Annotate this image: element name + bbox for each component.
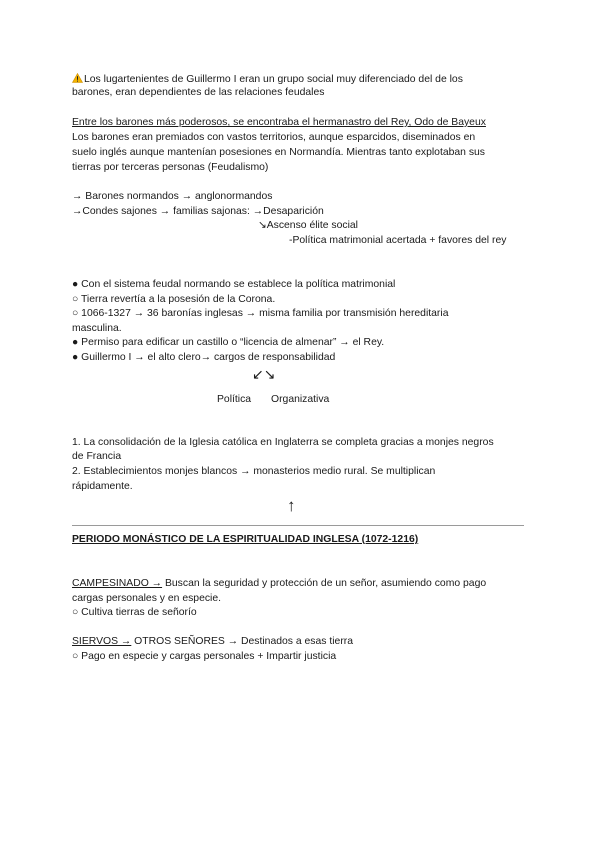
numbered-item: de Francia	[72, 451, 122, 462]
barons-line-1: Los barones eran premiados con vastos territorios, aunque esparcidos, diseminados en	[72, 132, 476, 143]
list-item: ● Permiso para edificar un castillo o “licencia de almenar” → el Rey.	[72, 337, 385, 348]
list-item: ○ 1066-1327 → 36 baronías inglesas → misma familia por transmisión hereditaria	[72, 308, 449, 319]
warning-icon	[72, 73, 83, 83]
flow-line-1: → Barones normandos → anglonormandos	[72, 191, 273, 202]
flow-line-2: →Condes sajones → familias sajonas: →Desaparición	[72, 206, 324, 217]
intro-line-1	[72, 72, 463, 86]
siervos-label: SIERVOS →	[72, 636, 132, 647]
barons-line-3: tierras por terceras personas (Feudalismo)	[72, 162, 269, 173]
barons-heading: Entre los barones más poderosos, se encontraba el hermanastro del Rey, Odo de Bayeux	[72, 117, 486, 128]
branch-right-label: Organizativa	[271, 394, 330, 405]
up-arrow: ↑	[287, 496, 296, 515]
campesinado-line-3: ○ Cultiva tierras de señorío	[72, 607, 197, 618]
siervos-line-1	[72, 635, 353, 648]
numbered-item: 1. La consolidación de la Iglesia católica en Inglaterra se completa gracias a monjes negros	[72, 437, 494, 448]
list-item: ● Con el sistema feudal normando se establece la política matrimonial	[72, 279, 396, 290]
divider	[72, 525, 524, 526]
siervos-text: OTROS SEÑORES → Destinados a esas tierra	[131, 636, 354, 647]
branch-arrows: ↙↘	[252, 366, 276, 382]
campesinado-text: Buscan la seguridad y protección de un señor, asumiendo como pago	[162, 578, 487, 589]
branch-left-label: Política	[217, 394, 252, 405]
numbered-item: 2. Establecimientos monjes blancos → monasterios medio rural. Se multiplican	[72, 466, 436, 477]
flow-line-4: -Política matrimonial acertada + favores del rey	[289, 235, 507, 246]
intro-text-1: Los lugartenientes de Guillermo I eran un grupo social muy diferenciado del de los	[84, 74, 463, 85]
intro-line-2: barones, eran dependientes de las relaciones feudales	[72, 87, 325, 98]
barons-line-2: suelo inglés aunque mantenían posesiones en Normandía. Mientras tanto explotaban sus	[72, 147, 486, 158]
numbered-item: rápidamente.	[72, 481, 133, 492]
campesinado-label: CAMPESINADO →	[72, 578, 163, 589]
campesinado-line-2: cargas personales y en especie.	[72, 593, 222, 604]
flow-line-3: ↘Ascenso élite social	[258, 220, 358, 231]
campesinado-line-1	[72, 577, 486, 590]
section-title: PERIODO MONÁSTICO DE LA ESPIRITUALIDAD INGLESA (1072-1216)	[72, 534, 419, 545]
list-item: masculina.	[72, 323, 122, 334]
list-item: ○ Tierra revertía a la posesión de la Corona.	[72, 294, 276, 305]
siervos-line-2: ○ Pago en especie y cargas personales + Impartir justicia	[72, 651, 337, 662]
list-item: ● Guillermo I → el alto clero→ cargos de responsabilidad	[72, 352, 336, 363]
